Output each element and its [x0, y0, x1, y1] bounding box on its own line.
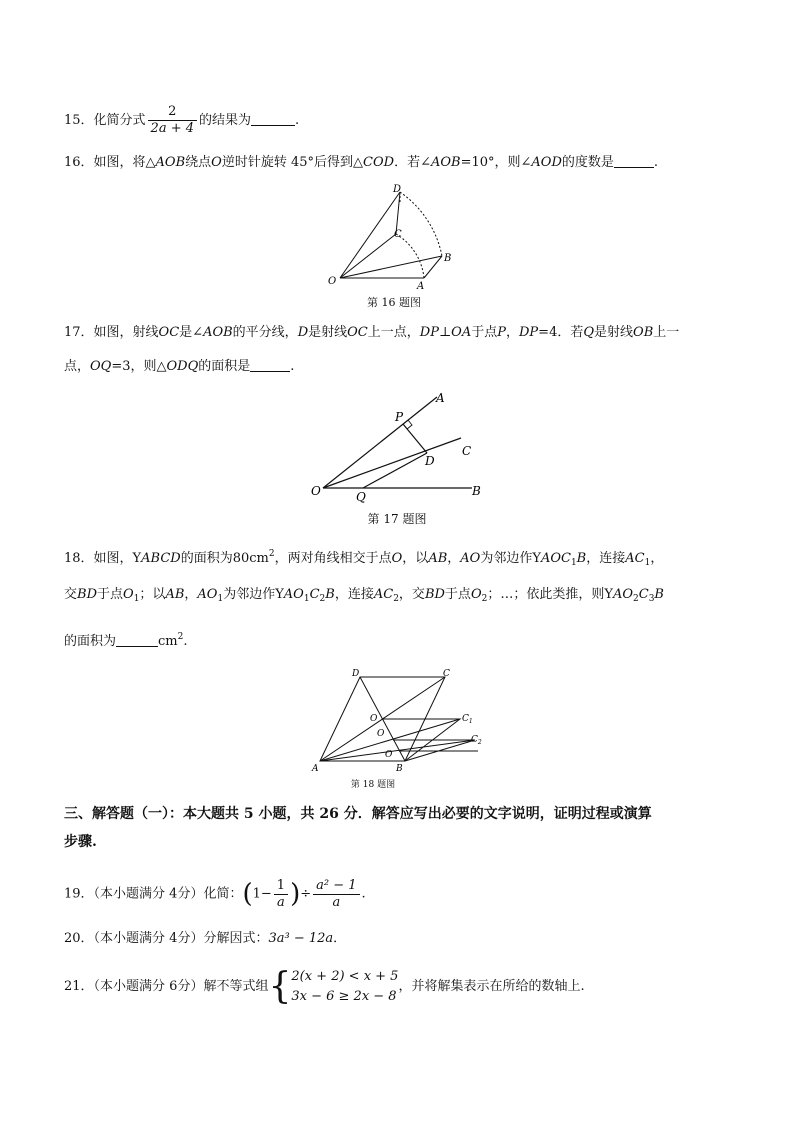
- q18-t1: 18．如图，: [64, 551, 133, 566]
- fig18-label-o2: O: [385, 750, 393, 760]
- q19-f1-num: 1: [276, 877, 286, 893]
- q15-prefix: 15．化简分式: [64, 113, 146, 128]
- q18-ao1: AO: [197, 587, 218, 602]
- q18-para-symbol-3: Y: [275, 587, 284, 602]
- question-18-line-1: [64, 544, 663, 573]
- fig17-label-b: B: [472, 484, 481, 498]
- q18-t15: ，交: [398, 587, 425, 602]
- q17-p: P: [497, 325, 506, 340]
- q17-q: Q: [583, 325, 595, 340]
- q16-text-a: 16．如图，将△: [64, 155, 156, 170]
- q16-text-b: 绕点: [185, 155, 212, 170]
- q17-t10: 上一: [653, 325, 680, 340]
- q21-brace: {: [268, 965, 292, 1007]
- fig18-label-c1-letter: C: [462, 714, 469, 724]
- q18-t16: 于点: [444, 587, 471, 602]
- question-18-line-2: [64, 585, 664, 609]
- q21-suffix: ，并将解集表示在所给的数轴上.: [398, 979, 585, 994]
- fig18-label-a: A: [312, 764, 319, 774]
- q17-t6: 于点: [471, 325, 498, 340]
- q17-t9: 是射线: [594, 325, 634, 340]
- fig18-label-c2: [471, 735, 482, 746]
- q21-inequality-1: 2(x + 2) < x + 5: [291, 968, 399, 984]
- q17-oq: OQ: [90, 359, 112, 374]
- fig17-segment-pd: [403, 424, 427, 453]
- q18-ao1c2b-a: AO: [283, 587, 304, 602]
- q18-ao1c2b-b: C: [309, 587, 320, 602]
- q18-t10: 于点: [97, 587, 124, 602]
- fig16-arc-ca: [396, 234, 424, 278]
- q20-prefix: 20．（本小题满分 4分）分解因式：: [64, 931, 269, 946]
- q16-text-e: =10°，则∠: [460, 155, 532, 170]
- q16-text-d: ．若∠: [394, 155, 431, 170]
- q19-f2-den: a: [313, 894, 359, 911]
- q18-abcd: ABCD: [141, 551, 181, 566]
- q16-text-c: 逆时针旋转 45°后得到△: [221, 155, 364, 170]
- q18-s2: 2: [319, 594, 326, 604]
- fig17-label-a: A: [436, 391, 445, 405]
- q18-ac1: AC: [625, 551, 645, 566]
- q16-aod: AOD: [531, 155, 562, 170]
- q18-s1: 1: [570, 558, 577, 568]
- q18-s1b: 1: [644, 558, 651, 568]
- q18-t2: 的面积为: [180, 551, 233, 566]
- q18-sq2: 2: [177, 632, 184, 642]
- q18-ab: AB: [428, 551, 448, 566]
- q15-denominator: 2a + 4: [148, 120, 197, 137]
- fig17-label-o: O: [311, 484, 321, 498]
- q16-aob: AOB: [155, 155, 186, 170]
- fig18-caption: 第 18 题图: [350, 780, 396, 790]
- fig18-label-c1: [462, 714, 473, 725]
- q18-t12: ，: [184, 587, 198, 602]
- q18-end: .: [183, 634, 188, 649]
- q18-t18: 的面积为: [64, 634, 117, 649]
- q21-system: [291, 967, 398, 1007]
- q18-ao2c3b-a: AO: [612, 587, 633, 602]
- fig18-label-o: O: [370, 714, 378, 724]
- q17-t3: 的平分线，: [232, 325, 298, 340]
- q18-o: O: [391, 551, 403, 566]
- q18-t13: 为邻边作: [223, 587, 276, 602]
- q19-close-paren: ): [290, 879, 301, 909]
- fig17-label-d: D: [425, 454, 435, 468]
- q15-suffix: 的结果为: [199, 113, 252, 128]
- fig16-line-dc: [396, 192, 400, 234]
- q18-s1d: 1: [217, 594, 224, 604]
- q18-ao1c2b-c: B: [325, 587, 335, 602]
- question-15: [64, 104, 299, 137]
- q19-divide: ÷: [300, 886, 312, 902]
- q18-t14: ，连接: [334, 587, 374, 602]
- q18-t8: ，: [650, 551, 664, 566]
- q17-t7: ，: [505, 325, 519, 340]
- q17-t12: =3，则△: [111, 359, 167, 374]
- fig17-label-c: C: [462, 444, 472, 458]
- q18-t17: ；…；依此类推，则: [487, 587, 605, 602]
- q19-fraction-1: [274, 878, 288, 911]
- q17-t4: 是射线: [308, 325, 348, 340]
- q19-fraction-2: [313, 878, 359, 911]
- q17-oc2: OC: [347, 325, 368, 340]
- q18-sq: 2: [268, 549, 275, 559]
- question-18-line-3: [64, 627, 188, 652]
- q17-aob: AOB: [203, 325, 233, 340]
- q18-s2b: 2: [393, 594, 399, 604]
- q18-ao: AO: [460, 551, 481, 566]
- fig17-label-q: Q: [356, 490, 366, 504]
- fig17-ray-oc: [323, 438, 461, 488]
- fig16-label-a: A: [417, 281, 425, 290]
- q18-s1c: 1: [133, 594, 140, 604]
- q17-t1: 17．如图，射线: [64, 325, 159, 340]
- q21-prefix: 21．（本小题满分 6分）解不等式组: [64, 979, 269, 994]
- question-17-line-1: [64, 323, 679, 343]
- q17-oc: OC: [158, 325, 180, 340]
- q18-aoc1b-a: AOC: [540, 551, 571, 566]
- q17-t11: 点，: [64, 359, 91, 374]
- q17-t13: 的面积是: [198, 359, 251, 374]
- q18-t4: ，以: [402, 551, 429, 566]
- figure-17: [305, 385, 505, 505]
- figure-16: [320, 180, 470, 290]
- question-20: [64, 929, 346, 949]
- fig16-arc-db: [400, 192, 442, 256]
- q18-t11: ；以: [139, 587, 166, 602]
- q18-t3: ，两对角线相交于点: [274, 551, 392, 566]
- q19-f1-den: a: [274, 894, 288, 911]
- q18-t5: ，: [447, 551, 461, 566]
- q18-t7: ，连接: [586, 551, 626, 566]
- q19-open-paren: (: [242, 879, 253, 909]
- q19-end: .: [361, 886, 366, 902]
- q17-perp: ⊥: [438, 325, 452, 340]
- fig17-ray-oa: [323, 397, 437, 488]
- q18-t6: 为邻边作: [480, 551, 533, 566]
- fig16-line-od: [340, 192, 400, 278]
- fig16-label-c: C: [394, 229, 402, 240]
- question-16: [64, 153, 658, 173]
- q15-fraction: [148, 104, 197, 137]
- fig16-label-o: O: [328, 276, 337, 287]
- q16-cod: COD: [363, 155, 395, 170]
- q18-aoc1b-b: B: [576, 551, 587, 566]
- fig18-label-b: B: [396, 764, 403, 774]
- fig16-label-b: B: [444, 253, 452, 264]
- fig17-caption: 第 17 题图: [367, 512, 427, 526]
- q18-bd: BD: [77, 587, 97, 602]
- section-3-heading-line-1: 三、解答题（一）：本大题共 5 小题，共 26 分．解答应写出必要的文字说明，证明过程或演算: [64, 806, 652, 822]
- q20-expression: 3a³ − 12a: [268, 931, 334, 946]
- q21-inequality-2: 3x − 6 ≥ 2x − 8: [291, 988, 397, 1004]
- fig18-label-c2-letter: C: [471, 735, 478, 745]
- q18-para-symbol-4: Y: [604, 587, 613, 602]
- q20-end: ．: [333, 931, 347, 946]
- q18-ac2: AC: [373, 587, 394, 602]
- fig18-label-d: D: [352, 669, 360, 679]
- q18-ao2c3b-c: B: [654, 587, 664, 602]
- fig18-label-c1-sub: 1: [468, 718, 473, 725]
- q19-prefix: 19．（本小题满分 4分）化简：: [64, 886, 243, 902]
- q18-o1: O: [123, 587, 134, 602]
- q18-answer-blank: [116, 632, 158, 647]
- q16-end: .: [653, 155, 659, 170]
- q17-answer-blank: [250, 357, 290, 372]
- q18-area: 80cm: [232, 551, 269, 566]
- q18-para-symbol-2: Y: [532, 551, 541, 566]
- fig17-label-p: P: [395, 410, 404, 424]
- fig18-label-c2-sub: 2: [477, 739, 482, 746]
- q17-oa: OA: [451, 325, 472, 340]
- q18-bd2: BD: [424, 587, 445, 602]
- q18-o2: O: [470, 587, 482, 602]
- q15-numerator: 2: [168, 104, 177, 119]
- q18-t9: 交: [64, 587, 78, 602]
- question-17-line-2: [64, 357, 294, 377]
- q17-t2: 是∠: [179, 325, 204, 340]
- q17-odq: ODQ: [166, 359, 199, 374]
- q15-answer-blank: [251, 111, 295, 126]
- question-21: [64, 964, 585, 1010]
- fig18-label-o1: O: [377, 729, 385, 739]
- q17-t5: 上一点，: [367, 325, 420, 340]
- q17-d: D: [297, 325, 309, 340]
- q18-s1e: 1: [303, 594, 310, 604]
- q18-ao2c3b-b: C: [638, 587, 649, 602]
- q18-s2c: 2: [481, 594, 488, 604]
- q16-text-f: 的度数是: [561, 155, 614, 170]
- q18-s3: 3: [648, 594, 655, 604]
- q16-aob2: AOB: [430, 155, 461, 170]
- fig16-line-oc: [340, 234, 396, 278]
- q18-s2d: 2: [633, 594, 639, 604]
- fig16-label-d: D: [393, 184, 402, 195]
- q18-unit: cm: [158, 634, 178, 649]
- q17-dp: DP: [419, 325, 439, 340]
- figure-18: [310, 665, 490, 777]
- question-19: [64, 872, 366, 916]
- q17-dp2: DP: [519, 325, 539, 340]
- fig16-caption: 第 16 题图: [367, 296, 421, 309]
- q17-ob: OB: [633, 325, 654, 340]
- q15-end: .: [295, 113, 300, 128]
- fig18-label-c: C: [443, 669, 450, 679]
- q18-ab2: AB: [165, 587, 185, 602]
- q18-para-symbol-1: Y: [132, 551, 142, 566]
- q17-end: .: [290, 359, 295, 374]
- fig17-right-angle: [407, 420, 412, 429]
- q17-t8: =4．若: [538, 325, 584, 340]
- q19-one-minus: 1−: [252, 886, 272, 902]
- q16-answer-blank: [614, 153, 654, 168]
- section-3-heading-line-2: 步骤.: [64, 834, 97, 850]
- q16-o: O: [211, 155, 222, 170]
- q19-f2-num: a² − 1: [316, 877, 357, 893]
